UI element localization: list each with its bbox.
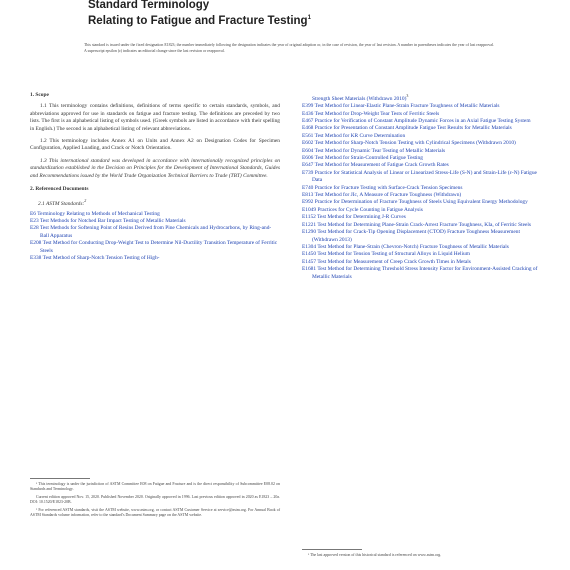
- reference-code-link[interactable]: E602: [302, 140, 314, 147]
- reference-title-link[interactable]: Test Methods for Softening Point of Resins Derived from Pine Chemicals and Hydrocarbons, by Ring-and-Ball Apparatus: [39, 225, 272, 239]
- reference-title-link[interactable]: Practice for Presentation of Constant Amplitude Fatigue Test Results for Metallic Materials: [314, 125, 512, 132]
- reference-item: [302, 251, 547, 258]
- footnote-1: ¹ This terminology is under the jurisdiction of ASTM Committee E08 on Fatigue and Fracture and is the direct responsibility of Subcommittee E08.02 on Standards and Terminology.: [30, 482, 280, 492]
- astm-standards-label: [30, 197, 280, 208]
- reference-item: [302, 185, 547, 192]
- reference-code-link[interactable]: E1304: [302, 243, 317, 250]
- reference-title-link[interactable]: Practice for Determination of Fracture Toughness of Steels Using Equivalent Energy Methodology: [314, 199, 528, 206]
- reference-code-link[interactable]: E338: [30, 255, 42, 262]
- reference-code-link[interactable]: E467: [302, 118, 314, 125]
- reference-title-link[interactable]: Practice for Verification of Constant Amplitude Dynamic Forces in an Axial Fatigue Testing System: [314, 118, 531, 125]
- reference-title-link[interactable]: Test Method for Sharp-Notch Tension Testing with Cylindrical Specimens (Withdrawn 2010): [314, 140, 516, 147]
- ref-continuation-mark: 3: [406, 93, 409, 98]
- reference-title-link[interactable]: Test Method for Conducting Drop-Weight Test to Determine Nil-Ductility Transition Temperature of Ferritic Steels: [40, 240, 278, 254]
- scope-heading: 1. Scope: [30, 92, 49, 98]
- reference-item: [302, 103, 547, 110]
- reference-code-link[interactable]: E604: [302, 147, 314, 154]
- reference-title-link[interactable]: Test Method for Determining Threshold Stress Intensity Factor for Environment-Assisted Cracking of Metallic Materials: [312, 266, 538, 280]
- reference-code-link[interactable]: E1457: [302, 258, 317, 265]
- reference-code-link[interactable]: E1152: [302, 214, 316, 221]
- reference-item: [302, 148, 547, 155]
- footnote-1-edition: Current edition approved Nov. 15, 2020. Published November 2020. Originally approved in 1996. Last previous edition approved in 2020 as E1823 – 20a. DOI: 10.1520/E1823-20B.: [30, 494, 280, 505]
- footnote-2: ² For referenced ASTM standards, visit the ASTM website, www.astm.org, or contact ASTM Customer Service at service@astm.org. For Annual Book of ASTM Standards volume information, refer to the standard's Document Summary page on the ASTM website.: [30, 507, 280, 518]
- reference-title-link[interactable]: Test Method for Measurement of Creep Crack Growth Times in Metals: [317, 258, 471, 265]
- reference-item: [302, 111, 547, 118]
- reference-code-link[interactable]: E6: [30, 210, 36, 217]
- designation-notice: This standard is issued under the fixed designation E1823; the number immediately following the designation indicates the year of original adoption or, in the case of revision, the year of last revision. A number in parentheses indicates the year of last reapproval. A superscript epsilon (ε) indicates an editorial change since the last revision or reapproval.: [84, 43, 494, 53]
- reference-code-link[interactable]: E1049: [302, 206, 317, 213]
- reference-title-link[interactable]: Test Method for Linear-Elastic Plane-Strain Fracture Toughness of Metallic Materials: [314, 103, 500, 110]
- reference-title-link[interactable]: Test Method of Sharp-Notch Tension Testing of High-: [42, 255, 160, 262]
- astm-footnote-mark: 2: [84, 198, 87, 204]
- reference-code-link[interactable]: E813: [302, 192, 314, 199]
- reference-title-link[interactable]: Test Method for Dynamic Tear Testing of Metallic Materials: [314, 147, 446, 154]
- reference-item: [30, 225, 280, 240]
- reference-title-link[interactable]: Test Method for Strain-Controlled Fatigue Testing: [314, 155, 423, 162]
- reference-code-link[interactable]: E606: [302, 155, 314, 162]
- scope-para-1-3: 1.3 This international standard was developed in accordance with internationally recognized principles on standardization established in the Decision on Principles for the Development of International Standards, Guides and Recommendations issued by the World Trade Organization Technical Barriers to Trade (TBT) Committee.: [30, 157, 280, 179]
- reference-title-link[interactable]: Test Method for Tension Testing of Structural Alloys in Liquid Helium: [317, 251, 470, 258]
- reference-title-link[interactable]: Practices for Cycle Counting in Fatigue Analysis: [317, 206, 423, 213]
- reference-code-link[interactable]: E992: [302, 199, 314, 206]
- reference-item: [302, 140, 547, 147]
- reference-item: [302, 199, 547, 206]
- reference-code-link[interactable]: E1290: [302, 229, 317, 236]
- reference-title-link[interactable]: Terminology Relating to Methods of Mechanical Testing: [37, 210, 160, 217]
- ref-continuation: [302, 92, 547, 103]
- footnote-3: ³ The last approved version of this historical standard is referenced on www.astm.org.: [308, 553, 442, 557]
- reference-item: [302, 266, 547, 281]
- reference-item: [302, 222, 547, 229]
- reference-title-link[interactable]: Test Method for KR Curve Determination: [314, 132, 406, 139]
- reference-title-link[interactable]: Test Method for Determining J-R Curves: [317, 214, 406, 221]
- title-footnote-mark: 1: [307, 15, 311, 21]
- reference-item: [302, 229, 547, 244]
- reference-title-link[interactable]: Practice for Fracture Testing with Surface-Crack Tension Specimens: [314, 184, 463, 191]
- reference-item: [30, 211, 280, 218]
- reference-item: [302, 214, 547, 221]
- scope-para-1-2: 1.2 This terminology includes Annex A1 on Units and Annex A2 on Designation Codes for Specimen Configuration, Applied Loading, and Crack or Notch Orientation.: [30, 138, 280, 152]
- reference-code-link[interactable]: E739: [302, 169, 314, 176]
- title-line-2: [88, 12, 508, 28]
- reference-title-link[interactable]: Practice for Statistical Analysis of Linear or Linearized Stress-Life (S-N) and Strain-Life (ε-N) Fatigue Data: [312, 169, 537, 184]
- reference-code-link[interactable]: E468: [302, 125, 314, 132]
- reference-title-link[interactable]: Test Method for Determining Plane-Strain Crack-Arrest Fracture Toughness, KIa, of Ferritic Steels: [317, 221, 532, 228]
- document-title: [88, 0, 508, 28]
- reference-code-link[interactable]: E1450: [302, 251, 317, 258]
- left-column: [30, 92, 280, 263]
- reference-code-link[interactable]: E399: [302, 103, 314, 110]
- referenced-documents-heading: 2. Referenced Documents: [30, 186, 89, 193]
- right-column: [302, 92, 547, 281]
- reference-code-link[interactable]: E561: [302, 132, 314, 139]
- left-footnote-rule: [30, 478, 90, 479]
- reference-item: [30, 240, 280, 255]
- reference-item: [302, 162, 547, 169]
- reference-code-link[interactable]: E28: [30, 225, 39, 232]
- title-line-1: Standard Terminology: [88, 0, 210, 11]
- left-reference-list: [30, 211, 280, 263]
- scope-para-1-1: 1.1 This terminology contains definitions, definitions of terms specific to certain standards, symbols, and abbreviations approved for use in standards on fatigue and fracture testing. The definitions are preceded by two lists. The first is an alphabetical listing of symbols used. (Greek symbols are listed in accordance with their spelling in English.) The second is an alphabetical listing of relevant abbreviations.: [30, 103, 280, 132]
- right-footnote-rule: [302, 549, 362, 550]
- reference-item: [302, 125, 547, 132]
- reference-item: [302, 170, 547, 185]
- reference-title-link[interactable]: Test Methods for Notched Bar Impact Testing of Metallic Materials: [39, 218, 186, 225]
- reference-code-link[interactable]: E647: [302, 162, 314, 169]
- reference-item: [30, 255, 280, 262]
- reference-title-link[interactable]: Test Method for Crack-Tip Opening Displacement (CTOD) Fracture Toughness Measurement (Withdrawn 2013): [312, 229, 520, 243]
- reference-title-link[interactable]: Test Method for Drop-Weight Tear Tests of Ferritic Steels: [314, 110, 440, 117]
- reference-title-link[interactable]: Test Method for Plane-Strain (Chevron-Notch) Fracture Toughness of Metallic Materials: [317, 243, 509, 250]
- reference-code-link[interactable]: E740: [302, 184, 314, 191]
- reference-title-link[interactable]: Test Method for Measurement of Fatigue Crack Growth Rates: [314, 162, 449, 169]
- reference-title-link[interactable]: Test Method for JIc, A Measure of Fracture Toughness (Withdrawn): [314, 192, 462, 199]
- astm-standards-text: 2.1 ASTM Standards:: [38, 201, 85, 208]
- title-main: Relating to Fatigue and Fracture Testing: [88, 14, 308, 27]
- reference-code-link[interactable]: E1681: [302, 266, 317, 273]
- reference-code-link[interactable]: E23: [30, 218, 39, 225]
- right-reference-list: [302, 103, 547, 281]
- ref-continuation-text[interactable]: Strength Sheet Materials (Withdrawn 2010): [312, 95, 407, 102]
- left-footnotes: [30, 482, 280, 520]
- reference-code-link[interactable]: E436: [302, 110, 314, 117]
- reference-code-link[interactable]: E208: [30, 240, 42, 247]
- reference-code-link[interactable]: E1221: [302, 221, 317, 228]
